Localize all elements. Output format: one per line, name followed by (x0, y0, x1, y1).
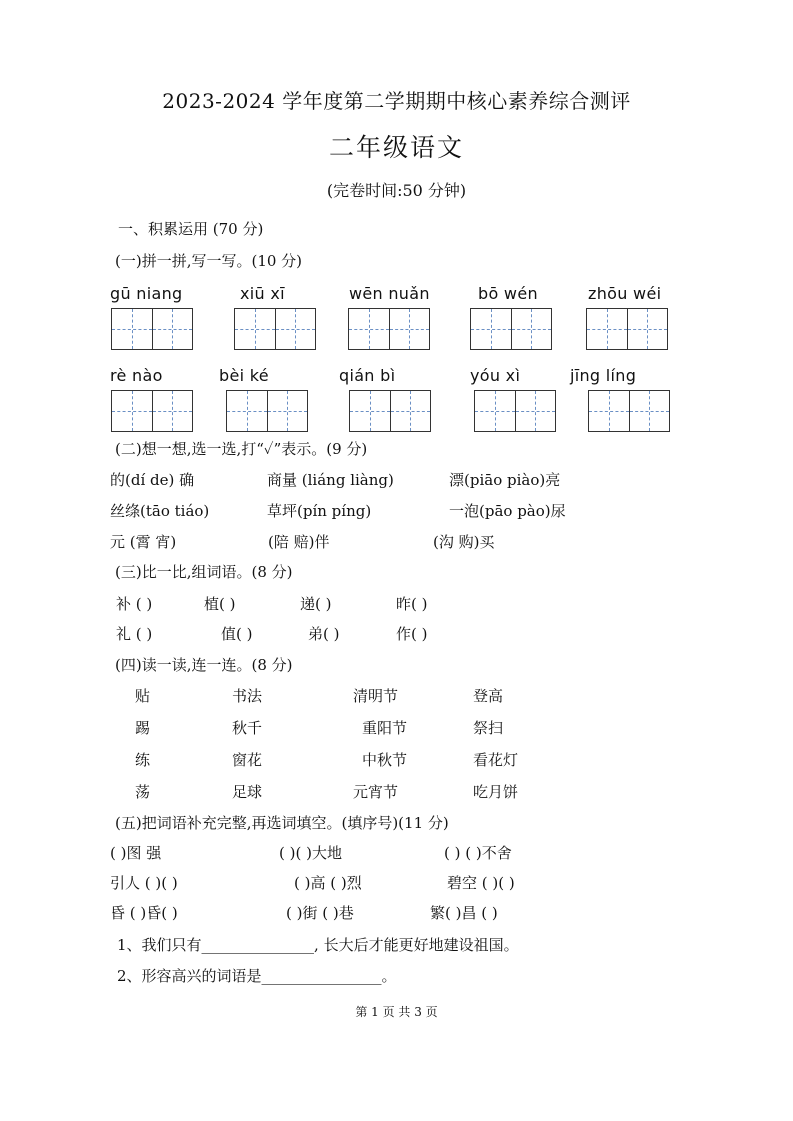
idiom-blank[interactable]: ( )街 ( )巷 (286, 904, 354, 922)
choice-item[interactable]: 元 (霄 宵) (110, 533, 177, 551)
writing-grid[interactable] (586, 308, 668, 350)
choice-item[interactable]: 的(dí de) 确 (110, 471, 195, 489)
match-item[interactable]: 重阳节 (362, 719, 408, 737)
writing-grid[interactable] (348, 308, 430, 350)
match-item[interactable]: 看花灯 (473, 751, 519, 769)
choice-item[interactable]: 丝绦(tāo tiáo) (110, 502, 210, 520)
q2-heading: (二)想一想,选一选,打“✓”表示。(9 分) (115, 440, 368, 458)
choice-item[interactable]: 草坪(pín píng) (267, 502, 372, 520)
match-item[interactable]: 贴 (135, 687, 151, 705)
writing-grid[interactable] (111, 308, 193, 350)
word-blank[interactable]: 礼 ( ) (116, 625, 153, 643)
pinyin-label: yóu xì (470, 366, 521, 385)
pinyin-label: bō wén (478, 284, 538, 303)
word-blank[interactable]: 弟( ) (308, 625, 340, 643)
idiom-blank[interactable]: 繁( )昌 ( ) (430, 904, 498, 922)
exam-title: 2023-2024 学年度第二学期期中核心素养综合测评 (162, 89, 631, 113)
word-blank[interactable]: 昨( ) (396, 595, 428, 613)
idiom-blank[interactable]: 碧空 ( )( ) (447, 874, 515, 892)
choice-item[interactable]: (陪 赔)伴 (268, 533, 330, 551)
writing-grid[interactable] (349, 390, 431, 432)
choice-item[interactable]: 漂(piāo piào)亮 (449, 471, 561, 489)
writing-grid[interactable] (588, 390, 670, 432)
idiom-blank[interactable]: ( )高 ( )烈 (294, 874, 362, 892)
idiom-blank[interactable]: 引人 ( )( ) (110, 874, 178, 892)
word-blank[interactable]: 递( ) (300, 595, 332, 613)
match-item[interactable]: 秋千 (232, 719, 263, 737)
part1-heading: 一、积累运用 (70 分) (118, 220, 264, 238)
q5-heading: (五)把词语补充完整,再选词填空。(填序号)(11 分) (115, 814, 449, 832)
fill-sentence[interactable]: 2、形容高兴的词语是________________。 (117, 967, 397, 985)
writing-grid[interactable] (234, 308, 316, 350)
pinyin-label: zhōu wéi (588, 284, 662, 303)
page-number: 第 1 页 共 3 页 (355, 1005, 438, 1019)
idiom-blank[interactable]: 昏 ( )昏( ) (110, 904, 178, 922)
exam-subtitle: 二年级语文 (328, 133, 464, 162)
q1-heading: (一)拼一拼,写一写。(10 分) (115, 252, 303, 270)
match-item[interactable]: 书法 (232, 687, 263, 705)
choice-item[interactable]: 一泡(pāo pào)尿 (449, 502, 566, 520)
pinyin-label: rè nào (110, 366, 163, 385)
match-item[interactable]: 窗花 (232, 751, 263, 769)
pinyin-label: gū niang (110, 284, 183, 303)
match-item[interactable]: 登高 (473, 687, 504, 705)
match-item[interactable]: 吃月饼 (473, 783, 519, 801)
pinyin-label: bèi ké (219, 366, 269, 385)
word-blank[interactable]: 值( ) (221, 625, 253, 643)
match-item[interactable]: 元宵节 (353, 783, 399, 801)
choice-item[interactable]: 商量 (liáng liàng) (267, 471, 394, 489)
pinyin-label: qián bì (339, 366, 396, 385)
writing-grid[interactable] (470, 308, 552, 350)
word-blank[interactable]: 植( ) (204, 595, 236, 613)
match-item[interactable]: 荡 (135, 783, 151, 801)
match-item[interactable]: 祭扫 (473, 719, 504, 737)
q4-heading: (四)读一读,连一连。(8 分) (115, 656, 293, 674)
writing-grid[interactable] (226, 390, 308, 432)
choice-item[interactable]: (沟 购)买 (433, 533, 495, 551)
idiom-blank[interactable]: ( )图 强 (110, 844, 162, 862)
idiom-blank[interactable]: ( )( )大地 (279, 844, 342, 862)
word-blank[interactable]: 作( ) (396, 625, 428, 643)
match-item[interactable]: 中秋节 (362, 751, 408, 769)
idiom-blank[interactable]: ( ) ( )不舍 (444, 844, 512, 862)
pinyin-label: jīng líng (570, 366, 637, 385)
match-item[interactable]: 清明节 (353, 687, 399, 705)
exam-time: (完卷时间:50 分钟) (326, 181, 467, 200)
pinyin-label: wēn nuǎn (349, 284, 430, 303)
writing-grid[interactable] (111, 390, 193, 432)
match-item[interactable]: 踢 (135, 719, 151, 737)
match-item[interactable]: 足球 (232, 783, 263, 801)
match-item[interactable]: 练 (135, 751, 151, 769)
pinyin-label: xiū xī (240, 284, 285, 303)
fill-sentence[interactable]: 1、我们只有_______________, 长大后才能更好地建设祖国。 (117, 936, 519, 954)
q3-heading: (三)比一比,组词语。(8 分) (115, 563, 293, 581)
writing-grid[interactable] (474, 390, 556, 432)
word-blank[interactable]: 补 ( ) (116, 595, 153, 613)
